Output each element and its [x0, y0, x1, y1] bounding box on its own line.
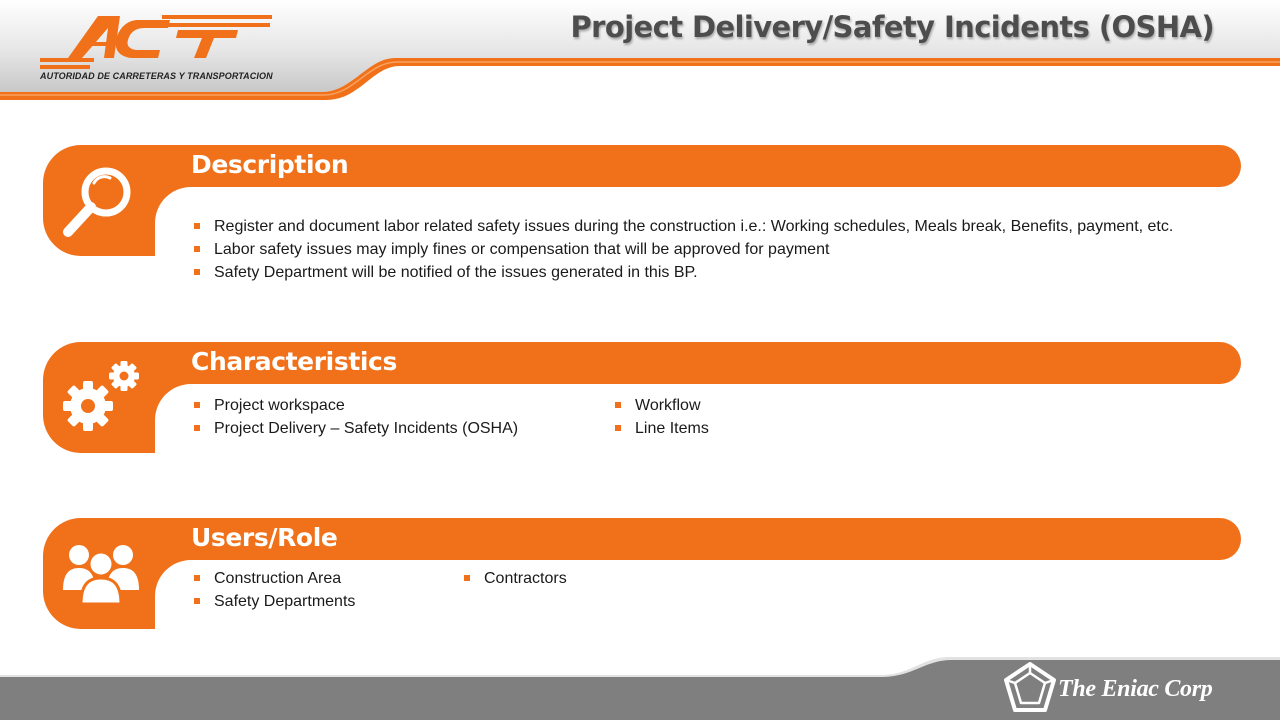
users-list-right: [463, 567, 723, 590]
list-item: Register and document labor related safety issues during the construction i.e.: Working schedules, Meals break, Benefits, payment, etc.: [193, 215, 1178, 238]
characteristics-title: Characteristics: [191, 347, 397, 376]
magnifier-icon: [60, 160, 140, 240]
list-item: Workflow: [614, 394, 914, 417]
list-item: Construction Area: [193, 567, 453, 590]
list-item: Project Delivery – Safety Incidents (OSHA): [193, 417, 593, 440]
list-item: Labor safety issues may imply fines or compensation that will be approved for payment: [193, 238, 1178, 261]
users-list-left: [193, 567, 453, 613]
characteristics-list-left: [193, 394, 593, 440]
footer-brand: The Eniac Corp: [1058, 676, 1213, 702]
list-item: Safety Department will be notified of the issues generated in this BP.: [193, 261, 1178, 284]
description-list: [193, 215, 1178, 284]
list-item: Safety Departments: [193, 590, 453, 613]
users-title: Users/Role: [191, 523, 338, 552]
gears-icon: [56, 350, 146, 440]
characteristics-list-right: [614, 394, 914, 440]
eniac-pentagon-icon: [1002, 660, 1058, 716]
list-item: Project workspace: [193, 394, 593, 417]
page-title: Project Delivery/Safety Incidents (OSHA): [570, 10, 1214, 44]
act-logo: [38, 12, 278, 72]
logo-subtitle: AUTORIDAD DE CARRETERAS Y TRANSPORTACION: [40, 71, 273, 81]
description-title: Description: [191, 150, 349, 179]
list-item: Contractors: [463, 567, 723, 590]
list-item: Line Items: [614, 417, 914, 440]
users-icon: [57, 538, 147, 608]
